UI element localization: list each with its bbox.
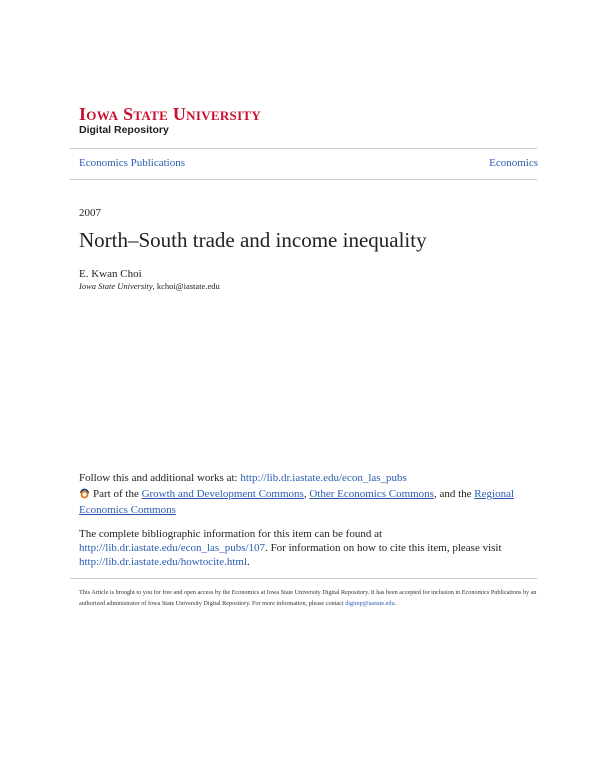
author-name: E. Kwan Choi [79,268,142,280]
repository-name: Digital Repository [79,124,169,136]
university-name: Iowa State University [79,104,262,124]
follow-text: Follow this and additional works at: [79,472,241,484]
author-affiliation: Iowa State University, kchoi@iastate.edu [79,281,220,291]
part-of-prefix: Part of the [93,488,142,500]
university-logo [79,104,261,136]
nav-bar [79,157,538,169]
publication-year: 2007 [79,207,101,219]
howtocite-link[interactable]: http://lib.dr.iastate.edu/howtocite.html [79,556,248,568]
open-access-icon [79,487,91,503]
nav-divider [70,179,537,180]
separator: , [303,488,310,500]
regional-economics-commons-link[interactable]: Regional Economics Commons [79,488,515,516]
economics-link[interactable]: Economics [489,157,538,169]
article-title: North–South trade and income inequality [79,228,427,252]
top-divider [70,148,537,149]
and-text: , and the [433,488,475,500]
author-email[interactable]: kchoi@iastate.edu [156,281,220,291]
disclaimer-text: This Article is brought to you for free and open access by the Economics at Iowa State University Digital Repository. It has been accepted for inclusion in Economics Publications by an authorized administrator of Iowa State University Digital Repository. For more information, please contact [79,589,537,607]
disclaimer-end: . [394,600,397,607]
collection-url-link[interactable]: http://lib.dr.iastate.edu/econ_las_pubs [240,472,407,484]
bibliographic-info [79,527,539,569]
footer-divider [70,578,537,579]
economics-publications-link[interactable]: Economics Publications [79,157,186,169]
other-economics-commons-link[interactable]: Other Economics Commons [309,488,434,500]
part-of-line [79,487,539,517]
contact-email-link[interactable]: digirep@iastate.edu [345,600,395,607]
follow-line [79,472,539,484]
cite-text: . For information on how to cite this item, please visit [265,542,502,554]
growth-development-commons-link[interactable]: Growth and Development Commons [141,488,304,500]
item-url-link[interactable]: http://lib.dr.iastate.edu/econ_las_pubs/107 [79,542,266,554]
disclaimer [79,587,539,609]
affiliation-name: Iowa State University [79,281,153,291]
bib-text: The complete bibliographic information for this item can be found at [79,528,383,540]
bib-end: . [247,556,250,568]
